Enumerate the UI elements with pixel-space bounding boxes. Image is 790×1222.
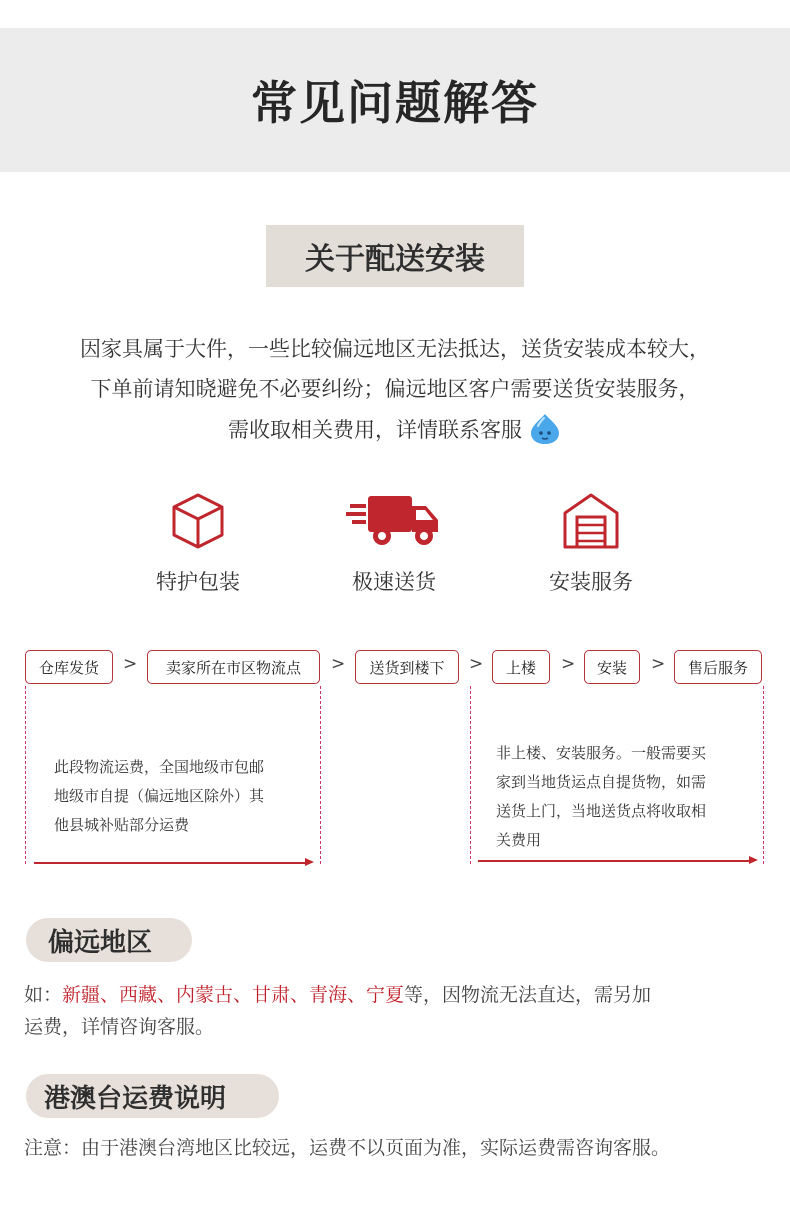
flow-arrow: >	[469, 654, 484, 674]
note-left-line: 地级市自提（偏远地区除外）其	[54, 787, 265, 805]
bracket-left-arrowhead	[305, 858, 314, 866]
remote-text	[24, 979, 768, 1043]
header-band	[0, 28, 790, 172]
package-box-icon	[168, 491, 228, 551]
remote-prefix: 如：	[24, 984, 63, 1006]
note-left-line: 他县城补贴部分运费	[54, 816, 190, 834]
note-right-line: 送货上门，当地送货点将收取相	[496, 802, 707, 820]
feature-label: 特护包装	[156, 570, 240, 594]
flow-arrow: >	[651, 654, 666, 674]
remote-line-1	[24, 979, 768, 1011]
feature-label: 极速送货	[352, 570, 436, 594]
feature-label: 安装服务	[549, 570, 633, 594]
note-right-line: 非上楼、安装服务。一般需要买	[496, 744, 707, 762]
step-upstairs: 上楼	[492, 650, 550, 684]
remote-regions: 新疆、西藏、内蒙古、甘肃、青海、宁夏	[62, 984, 405, 1006]
note-left-line: 此段物流运费，全国地级市包邮	[54, 758, 265, 776]
intro-line-3	[0, 412, 790, 446]
step-warehouse-ship: 仓库发货	[25, 650, 113, 684]
delivery-truck-icon	[346, 490, 442, 552]
step-city-logistics: 卖家所在市区物流点	[147, 650, 320, 684]
step-install: 安装	[584, 650, 640, 684]
water-drop-emoji-icon	[528, 412, 562, 446]
bracket-right-arrow-line	[478, 860, 750, 862]
intro-line-3-text: 需收取相关费用，详情联系客服	[228, 418, 522, 442]
hmt-text: 注意：由于港澳台湾地区比较远，运费不以页面为准，实际运费需咨询客服。	[24, 1137, 671, 1159]
note-right-line: 家到当地货运点自提货物，如需	[496, 773, 707, 791]
step-deliver-downstairs: 送货到楼下	[355, 650, 459, 684]
intro-line-1: 因家具属于大件，一些比较偏远地区无法抵达，送货安装成本较大，	[80, 337, 710, 361]
page-title: 常见问题解答	[251, 76, 539, 130]
note-left	[54, 753, 264, 840]
feature-packaging	[128, 490, 268, 596]
remote-suffix: 等，因物流无法直达，需另加	[404, 984, 652, 1006]
note-right-line: 关费用	[496, 831, 542, 849]
flow-arrow: >	[331, 654, 346, 674]
feature-installation	[521, 490, 661, 596]
remote-title: 偏远地区	[26, 918, 192, 962]
remote-line-2: 运费，详情咨询客服。	[24, 1016, 215, 1038]
hmt-title: 港澳台运费说明	[26, 1074, 279, 1118]
note-right	[496, 739, 706, 855]
flow-arrow: >	[561, 654, 576, 674]
section-title: 关于配送安装	[266, 225, 524, 287]
bracket-right-arrowhead	[749, 856, 758, 864]
intro-line-2: 下单前请知晓避免不必要纠纷；偏远地区客户需要送货安装服务，	[90, 377, 700, 401]
feature-delivery	[324, 490, 464, 596]
bracket-left-arrow-line	[34, 862, 306, 864]
warehouse-icon	[561, 491, 621, 551]
flow-arrow: >	[123, 654, 138, 674]
step-after-sales: 售后服务	[674, 650, 762, 684]
